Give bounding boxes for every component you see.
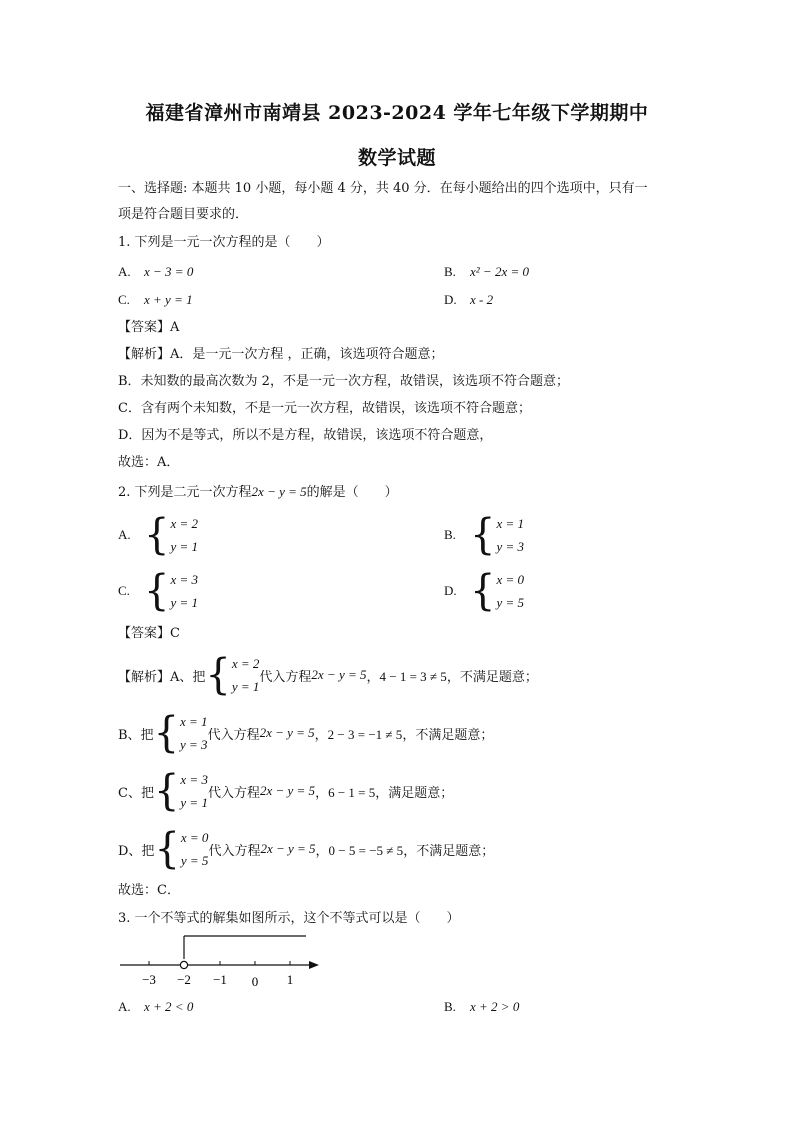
brace-icon: {: [153, 708, 180, 758]
q1-conclusion: 故选：A．: [118, 455, 180, 470]
q1-option-c: C. x + y = 1: [118, 292, 193, 307]
q2-option-b: B. { x = 1 y = 3: [444, 510, 524, 560]
tick-label: −3: [142, 972, 156, 987]
q1-analysis-2: B．未知数的最高次数为 2，不是一元一次方程，故错误，该选项不符合题意；: [118, 374, 569, 389]
q2-stem: 2. 下列是二元一次方程2x − y = 5的解是（ ）: [118, 484, 398, 500]
q1-option-b: B. x² − 2x = 0: [444, 264, 529, 279]
q2-analysis-row: 【解析】A、把 { x = 2 y = 1 代入方程 2x − y = 5 ，4 − 1 = 3 ≠ 5 ，不满足题意；: [118, 650, 538, 700]
q2-analysis-row: C、把 { x = 3 y = 1 代入方程 2x − y = 5 ，6 − 1 = 5 ，满足题意；: [118, 766, 454, 816]
brace-icon: {: [205, 650, 231, 700]
q3-stem: 3. 一个不等式的解集如图所示，这个不等式可以是（ ）: [118, 911, 460, 926]
q1-analysis-3: C．含有两个未知数，不是一元一次方程，故错误，该选项不符合题意；: [118, 401, 531, 416]
q2-option-d: D. { x = 0 y = 5: [444, 566, 524, 616]
section-heading-cont: 项是符合题目要求的．: [118, 207, 249, 222]
q1-analysis-1: 【解析】A．是一元一次方程 ，正确，该选项符合题意；: [118, 347, 444, 362]
brace-icon: {: [144, 566, 170, 616]
q2-option-c: C. { x = 3 y = 1: [118, 566, 198, 616]
brace-icon: {: [470, 510, 496, 560]
q3-option-b: B. x + 2 > 0: [444, 999, 520, 1014]
number-line-diagram: [116, 930, 326, 992]
q1-analysis-4: D．因为不是等式，所以不是方程，故错误，该选项不符合题意，: [118, 428, 493, 443]
q2-answer: 【答案】C: [118, 626, 180, 641]
brace-icon: {: [154, 824, 180, 874]
q1-answer: 【答案】A: [118, 320, 180, 335]
q2-analysis-row: B、把 { x = 1 y = 3 代入方程 2x − y = 5 ，2 − 3 = −1 ≠ 5 ，不满足题意；: [118, 708, 494, 758]
section-heading: 一、选择题: 本题共 10 小题，每小题 4 分，共 40 分．在每小题给出的四个选项中，只有一: [118, 181, 648, 196]
title-line-1: 福建省漳州市南靖县 2023-2024 学年七年级下学期期中: [145, 102, 649, 124]
tick-label: 0: [251, 974, 259, 989]
tick-label: −2: [177, 972, 191, 987]
q2-analysis-row: D、把 { x = 0 y = 5 代入方程 2x − y = 5 ，0 − 5 = −5 ≠ 5 ，不满足题意；: [118, 824, 495, 874]
arrow-right-icon: [309, 961, 319, 969]
q1-option-a: A. x − 3 = 0: [118, 264, 194, 279]
q2-conclusion: 故选：C．: [118, 883, 180, 898]
brace-icon: {: [153, 766, 180, 816]
q3-option-a: A. x + 2 < 0: [118, 999, 194, 1014]
title-line-2: 数学试题: [357, 147, 436, 169]
brace-icon: {: [144, 510, 170, 560]
open-point-marker: [180, 961, 187, 968]
tick-label: 1: [286, 972, 294, 987]
q1-stem: 1. 下列是一元一次方程的是（ ）: [118, 235, 330, 250]
q2-option-a: A. { x = 2 y = 1: [118, 510, 198, 560]
brace-icon: {: [470, 566, 496, 616]
tick-label: −1: [213, 972, 227, 987]
q1-option-d: D. x - 2: [444, 292, 494, 307]
